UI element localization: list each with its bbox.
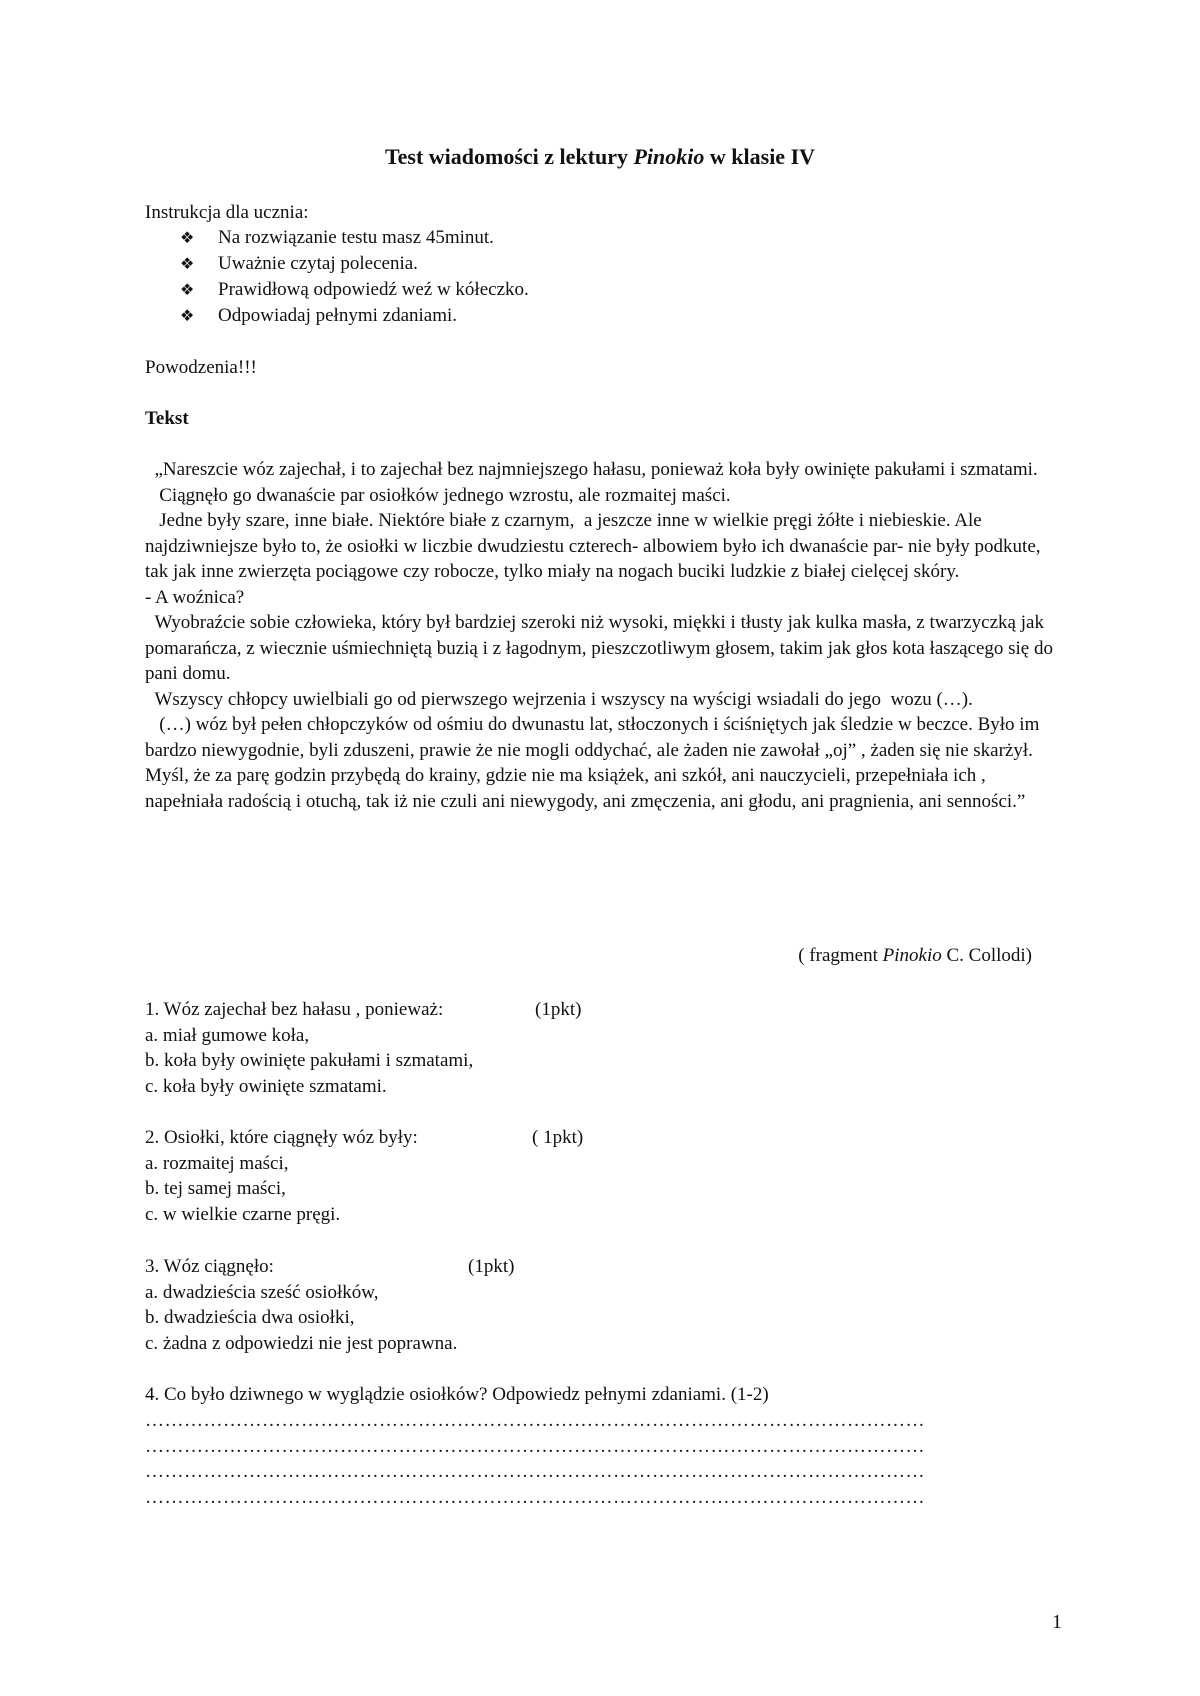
question-head — [145, 1382, 1045, 1408]
passage-paragraph: Wszyscy chłopcy uwielbiali go od pierwszego wejrzenia i wszyscy na wyścigi wsiadali do jego wozu (…). — [145, 688, 973, 710]
answer-line[interactable]: ………………………………………………………………………………………………………… — [145, 1461, 925, 1482]
instruction-item — [180, 251, 529, 277]
question-4 — [145, 1382, 1045, 1408]
passage-paragraph: Jedne były szare, inne białe. Niektóre białe z czarnym, a jeszcze inne w wielkie pręgi żółte i niebieskie. Ale najdziwniejsze było to, że osiołki w liczbie dwudziestu czterech- albowiem było ich dwanaście par- nie były podkute, tak jak inne zwierzęta pociągowe czy robocze, tylko miały na nogach buciki ludzkie z białej cielęcej skóry. — [145, 510, 1046, 582]
passage-paragraph: Ciągnęło go dwanaście par osiołków jednego wzrostu, ale rozmaitej maści. — [145, 484, 731, 506]
diamond-bullet-icon: ❖ — [180, 254, 195, 273]
passage-paragraph: - A woźnica? — [145, 586, 245, 608]
source-prefix: ( fragment — [798, 945, 883, 966]
diamond-bullet-icon: ❖ — [180, 228, 195, 247]
answer-option[interactable]: c. koła były owinięte szmatami. — [145, 1075, 387, 1097]
title-suffix: w klasie IV — [704, 144, 816, 169]
question-stem: 3. Wóz ciągnęło: — [145, 1256, 274, 1277]
question-2 — [145, 1125, 1045, 1227]
text-section-heading: Tekst — [145, 408, 189, 429]
instruction-text: Uważnie czytaj polecenia. — [218, 253, 418, 274]
title-book: Pinokio — [633, 144, 705, 169]
source-suffix: C. Collodi) — [941, 945, 1032, 966]
passage-paragraph: (…) wóz był pełen chłopczyków od ośmiu do dwunastu lat, stłoczonych i ściśniętych jak śledzie w beczce. Było im bardzo niewygodnie, byli zduszeni, prawie że nie mogli oddychać, ale żaden nie zawołał „oj” , żaden się nie skarżył. Myśl, że za parę godzin przybędą do krainy, gdzie nie ma książek, ani szkół, ani nauczycieli, przepełniała ich , napełniała radością i otuchą, tak iż nie czuli ani niewygody, ani zmęczenia, ani głodu, ani pragnienia, ani senności.” — [145, 714, 1045, 812]
answer-lines[interactable] — [145, 1408, 1065, 1510]
good-luck-text: Powodzenia!!! — [145, 357, 257, 378]
question-head — [145, 1125, 1045, 1151]
question-points: (1pkt) — [535, 999, 582, 1020]
instruction-text: Na rozwiązanie testu masz 45minut. — [218, 227, 494, 248]
answer-line[interactable]: ………………………………………………………………………………………………………… — [145, 1435, 925, 1457]
instruction-text: Prawidłową odpowiedź weź w kółeczko. — [218, 279, 529, 300]
answer-option[interactable]: c. żadna z odpowiedzi nie jest poprawna. — [145, 1332, 458, 1354]
answer-option[interactable]: c. w wielkie czarne pręgi. — [145, 1203, 341, 1225]
passage-paragraph: „Nareszcie wóz zajechał, i to zajechał bez najmniejszego hałasu, ponieważ koła były owinięte pakułami i szmatami. — [145, 459, 1038, 480]
diamond-bullet-icon: ❖ — [180, 280, 195, 299]
passage-paragraph: Wyobraźcie sobie człowieka, który był bardziej szeroki niż wysoki, miękki i tłusty jak kulka masła, z twarzyczką jak pomarańcza, z wiecznie uśmiechniętą buzią i z łagodnym, pieszczotliwym głosem, takim jak głos kota łaszącego się do pani domu. — [145, 612, 1058, 684]
title-prefix: Test wiadomości z lektury — [384, 144, 634, 169]
reading-passage — [145, 457, 1065, 814]
passage-source — [798, 945, 1032, 967]
instruction-item — [180, 277, 529, 303]
question-3 — [145, 1254, 1045, 1356]
question-stem: 4. Co było dziwnego w wyglądzie osiołków? Odpowiedz pełnymi zdaniami. (1-2) — [145, 1384, 769, 1405]
instructions-list — [180, 225, 529, 329]
instruction-item — [180, 225, 529, 251]
page-number: 1 — [1052, 1611, 1062, 1633]
question-stem: 2. Osiołki, które ciągnęły wóz były: — [145, 1127, 418, 1148]
question-head — [145, 1254, 1045, 1280]
question-points: ( 1pkt) — [532, 1127, 584, 1148]
question-stem: 1. Wóz zajechał bez hałasu , ponieważ: — [145, 999, 444, 1020]
answer-line[interactable]: ………………………………………………………………………………………………………… — [145, 1410, 925, 1431]
instruction-item — [180, 303, 529, 329]
question-points: (1pkt) — [468, 1256, 515, 1277]
instructions-label: Instrukcja dla ucznia: — [145, 202, 309, 223]
question-head — [145, 997, 1045, 1023]
source-book: Pinokio — [882, 945, 942, 966]
diamond-bullet-icon: ❖ — [180, 306, 195, 325]
answer-option[interactable]: b. koła były owinięte pakułami i szmatami, — [145, 1050, 474, 1071]
instruction-text: Odpowiadaj pełnymi zdaniami. — [218, 305, 458, 326]
page-title — [0, 144, 1200, 170]
answer-option[interactable]: a. miał gumowe koła, — [145, 1024, 310, 1046]
answer-line[interactable]: ………………………………………………………………………………………………………… — [145, 1486, 925, 1508]
answer-option[interactable]: a. dwadzieścia sześć osiołków, — [145, 1281, 379, 1303]
answer-option[interactable]: b. dwadzieścia dwa osiołki, — [145, 1307, 355, 1328]
answer-option[interactable]: b. tej samej maści, — [145, 1178, 286, 1199]
answer-option[interactable]: a. rozmaitej maści, — [145, 1152, 289, 1174]
question-1 — [145, 997, 1045, 1099]
